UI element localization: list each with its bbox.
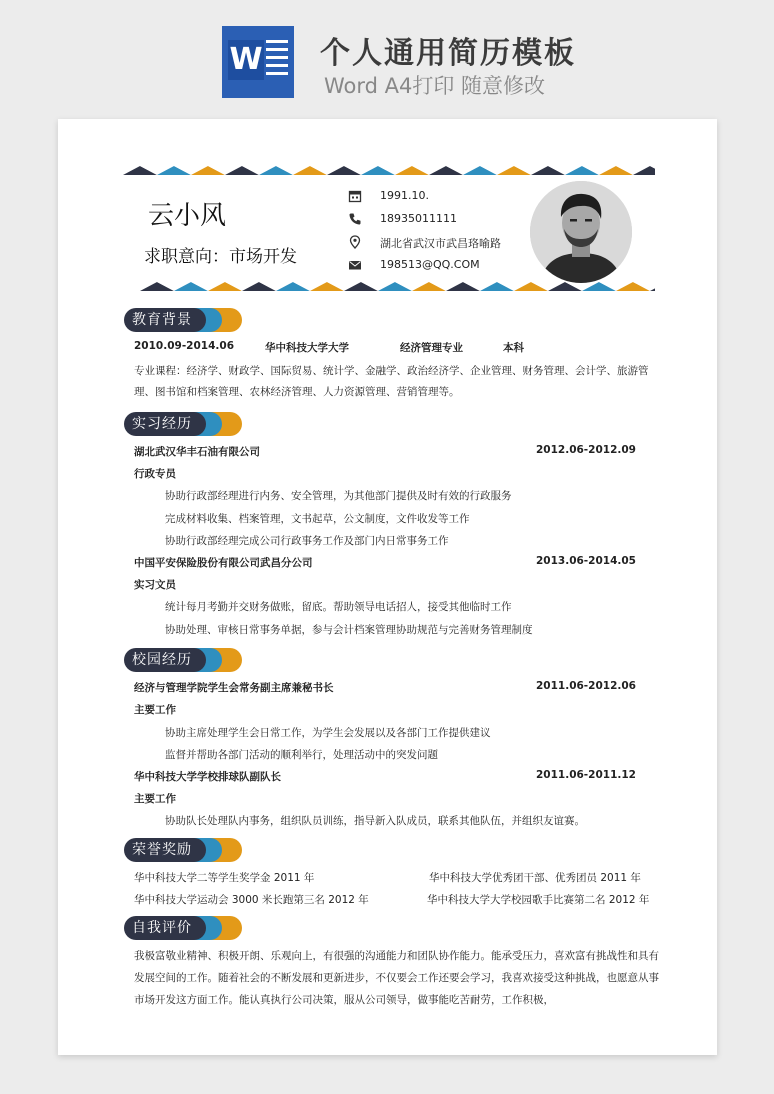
section-internship <box>124 412 242 436</box>
honor-item: 华中科技大学运动会 3000 米长跑第三名 2012 年 <box>134 894 369 906</box>
portrait-image <box>530 181 632 283</box>
candidate-name: 云小风 <box>148 201 227 231</box>
section-campus <box>124 648 242 672</box>
job-company: 湖北武汉华丰石油有限公司 <box>134 446 260 458</box>
edu-major: 经济管理专业 <box>400 342 463 354</box>
honor-item: 华中科技大学大学校园歌手比赛第二名 2012 年 <box>427 894 650 906</box>
banner-title: 个人通用简历模板 <box>320 36 576 71</box>
job-duty: 协助行政部经理进行内务、安全管理，为其他部门提供及时有效的行政服务 <box>165 490 512 502</box>
avatar <box>530 181 632 283</box>
campus-org: 华中科技大学学校排球队副队长 <box>134 771 281 783</box>
campus-duty: 监督并帮助各部门活动的顺利举行，处理活动中的突发问题 <box>165 749 438 761</box>
edu-courses-line: 专业课程：经济学、财政学、国际贸易、统计学、金融学、政治经济学、企业管理、财务管理、会计学、旅游管 <box>134 365 649 377</box>
campus-org: 经济与管理学院学生会常务副主席兼秘书长 <box>134 682 334 694</box>
honor-item: 华中科技大学优秀团干部、优秀团员 2011 年 <box>429 872 641 884</box>
campus-period: 2011.06-2012.06 <box>535 680 636 692</box>
job-duty: 协助处理、审核日常事务单据，参与会计档案管理协助规范与完善财务管理制度 <box>165 624 533 636</box>
job-company: 中国平安保险股份有限公司武昌分公司 <box>134 557 313 569</box>
edu-courses-line: 理、图书馆和档案管理、农林经济管理、人力资源管理、营销管理等。 <box>134 386 460 398</box>
top-triangle-band <box>123 166 655 175</box>
job-role: 行政专员 <box>134 468 176 480</box>
job-period: 2013.06-2014.05 <box>535 555 636 567</box>
calendar-icon <box>348 189 362 203</box>
job-duty: 统计每月考勤并交财务做账，留底。帮助领导电话招人，接受其他临时工作 <box>165 601 512 613</box>
phone-icon <box>348 212 362 226</box>
resume-page: 云小风 求职意向：市场开发 1991.10. 18935011111 湖北省武汉市武昌珞喻路 198513@QQ.COM 教育背景 2010.09-2014.06 华中科技大学大学 经济管理专业 本科 专业课程：经济学、财政学、国际贸易、统计学、金融学、政治经济学、企业管理、财务管理、会计学、旅游管 理、图书馆和档案管理、农林经济管理、人力资源管理、营销管理等。 实习经历 湖北武汉华丰石油有限公司 2012.06-2012.09 行政专员 协助行政部经理进行内务、安全管理，为其他部门提供及时有效的行政服务 完成材料收集、档案管理，文书起草，公文制度，文件收发等工作 协助行政部经理完成公司行政事务工作及部门内日常事务工作 中国平安保险股份有限公司武昌分公司 2013.06-2014.05 实习文员 统计每月考勤并交财务做账，留底。帮助领导电话招人，接受其他临时工作 协助处理、审核日常事务单据，参与会计档案管理协助规范与完善财务管理制度 校园经历 经济与管理学院学生会常务副主席兼秘书长 2011.06-2012.06 主要工作 协助主席处理学生会日常工作，为学生会发展以及各部门工作提供建议 监督并帮助各部门活动的顺利举行，处理活动中的突发问题 华中科技大学学校排球队副队长 2011.06-2011.12 主要工作 协助队长处理队内事务，组织队员训练，指导新入队成员，联系其他队伍，并组织友谊赛。 荣誉奖励 华中科技大学二等学生奖学金 2011 年 华中科技大学优秀团干部、优秀团员 2011 年 华中科技大学运动会 3000 米长跑第三名 2012 年 华中科技大学大学校园歌手比赛第二名 2012 年 自我评价 我极富敬业精神、积极开朗、乐观向上，有很强的沟通能力和团队协作能力。能承受压力，喜欢富有挑战性和具有 发展空间的工作。随着社会的不断发展和更新进步，不仅要会工作还要会学习，我喜欢接受这种挑战，也愿意从事 市场开发这方面工作。能认真执行公司决策，服从公司领导，做事能吃苦耐劳，工作积极， <box>58 119 717 1055</box>
job-duty: 协助行政部经理完成公司行政事务工作及部门内日常事务工作 <box>165 535 449 547</box>
self-eval-line: 发展空间的工作。随着社会的不断发展和更新进步，不仅要会工作还要会学习，我喜欢接受这种挑战，也愿意从事 <box>134 972 659 984</box>
section-honors <box>124 838 242 862</box>
job-period: 2012.06-2012.09 <box>535 444 636 456</box>
section-title: 教育背景 <box>124 308 206 332</box>
job-intent: 求职意向：市场开发 <box>144 247 297 267</box>
self-eval-line: 市场开发这方面工作。能认真执行公司决策，服从公司领导，做事能吃苦耐劳，工作积极， <box>134 994 554 1006</box>
template-banner <box>0 0 774 110</box>
location-icon <box>348 235 362 249</box>
banner-subtitle: Word A4打印 随意修改 <box>324 74 546 98</box>
section-title: 荣誉奖励 <box>124 838 206 862</box>
edu-period: 2010.09-2014.06 <box>134 340 235 352</box>
job-duty: 完成材料收集、档案管理，文书起草，公文制度，文件收发等工作 <box>165 513 470 525</box>
honor-item: 华中科技大学二等学生奖学金 2011 年 <box>134 872 315 884</box>
edu-degree: 本科 <box>503 342 524 354</box>
campus-duty: 协助主席处理学生会日常工作，为学生会发展以及各部门工作提供建议 <box>165 727 491 739</box>
section-title: 自我评价 <box>124 916 206 940</box>
campus-role: 主要工作 <box>134 793 176 805</box>
section-education <box>124 308 242 332</box>
campus-role: 主要工作 <box>134 704 176 716</box>
word-icon <box>222 26 294 98</box>
edu-school: 华中科技大学大学 <box>265 342 349 354</box>
job-role: 实习文员 <box>134 579 176 591</box>
mail-icon <box>348 258 362 272</box>
campus-period: 2011.06-2011.12 <box>535 769 636 781</box>
campus-duty: 协助队长处理队内事务，组织队员训练，指导新入队成员，联系其他队伍，并组织友谊赛。 <box>165 815 585 827</box>
section-title: 校园经历 <box>124 648 206 672</box>
self-eval-line: 我极富敬业精神、积极开朗、乐观向上，有很强的沟通能力和团队协作能力。能承受压力，喜欢富有挑战性和具有 <box>134 950 659 962</box>
bottom-triangle-band <box>123 282 655 291</box>
section-title: 实习经历 <box>124 412 206 436</box>
word-letter: W <box>228 40 264 80</box>
section-self-evaluation <box>124 916 242 940</box>
